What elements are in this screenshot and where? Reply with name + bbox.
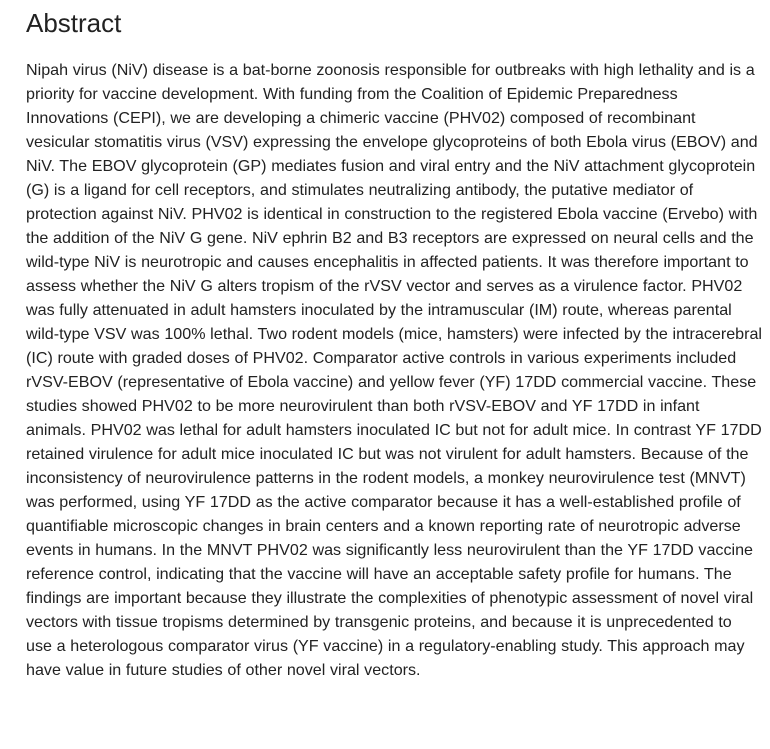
abstract-body-text: Nipah virus (NiV) disease is a bat-borne zoonosis responsible for outbreaks with high lethality and is a priority for vaccine development. With funding from the Coalition of Epidemic Preparedness Innovations (CEPI), we are developing a chimeric vaccine (PHV02) composed of recombinant vesicular stomatitis virus (VSV) expressing the envelope glycoproteins of both Ebola virus (EBOV) and NiV. The EBOV glycoprotein (GP) mediates fusion and viral entry and the NiV attachment glycoprotein (G) is a ligand for cell receptors, and stimulates neutralizing antibody, the putative mediator of protection against NiV. PHV02 is identical in construction to the registered Ebola vaccine (Ervebo) with the addition of the NiV G gene. NiV ephrin B2 and B3 receptors are expressed on neural cells and the wild-type NiV is neurotropic and causes encephalitis in affected patients. It was therefore important to assess whether the NiV G alters tropism of the rVSV vector and serves as a virulence factor. PHV02 was fully attenuated in adult hamsters inoculated by the intramuscular (IM) route, whereas parental wild-type VSV was 100% lethal. Two rodent models (mice, hamsters) were infected by the intracerebral (IC) route with graded doses of PHV02. Comparator active controls in various experiments included rVSV-EBOV (representative of Ebola vaccine) and yellow fever (YF) 17DD commercial vaccine. These studies showed PHV02 to be more neurovirulent than both rVSV-EBOV and YF 17DD in infant animals. PHV02 was lethal for adult hamsters inoculated IC but not for adult mice. In contrast YF 17DD retained virulence for adult mice inoculated IC but was not virulent for adult hamsters. Because of the inconsistency of neurovirulence patterns in the rodent models, a monkey neurovirulence test (MNVT) was performed, using YF 17DD as the active comparator because it has a well-established profile of quantifiable microscopic changes in brain centers and a known reporting rate of neurotropic adverse events in humans. In the MNVT PHV02 was significantly less neurovirulent than the YF 17DD vaccine reference control, indicating that the vaccine will have an acceptable safety profile for humans. The findings are important because they illustrate the complexities of phenotypic assessment of novel viral vectors with tissue tropisms determined by transgenic proteins, and because it is unprecedented to use a heterologous comparator virus (YF vaccine) in a regulatory-enabling study. This approach may have value in future studies of other novel viral vectors. [26, 61, 762, 679]
abstract-section [26, 6, 762, 682]
abstract-heading: Abstract [26, 8, 122, 38]
